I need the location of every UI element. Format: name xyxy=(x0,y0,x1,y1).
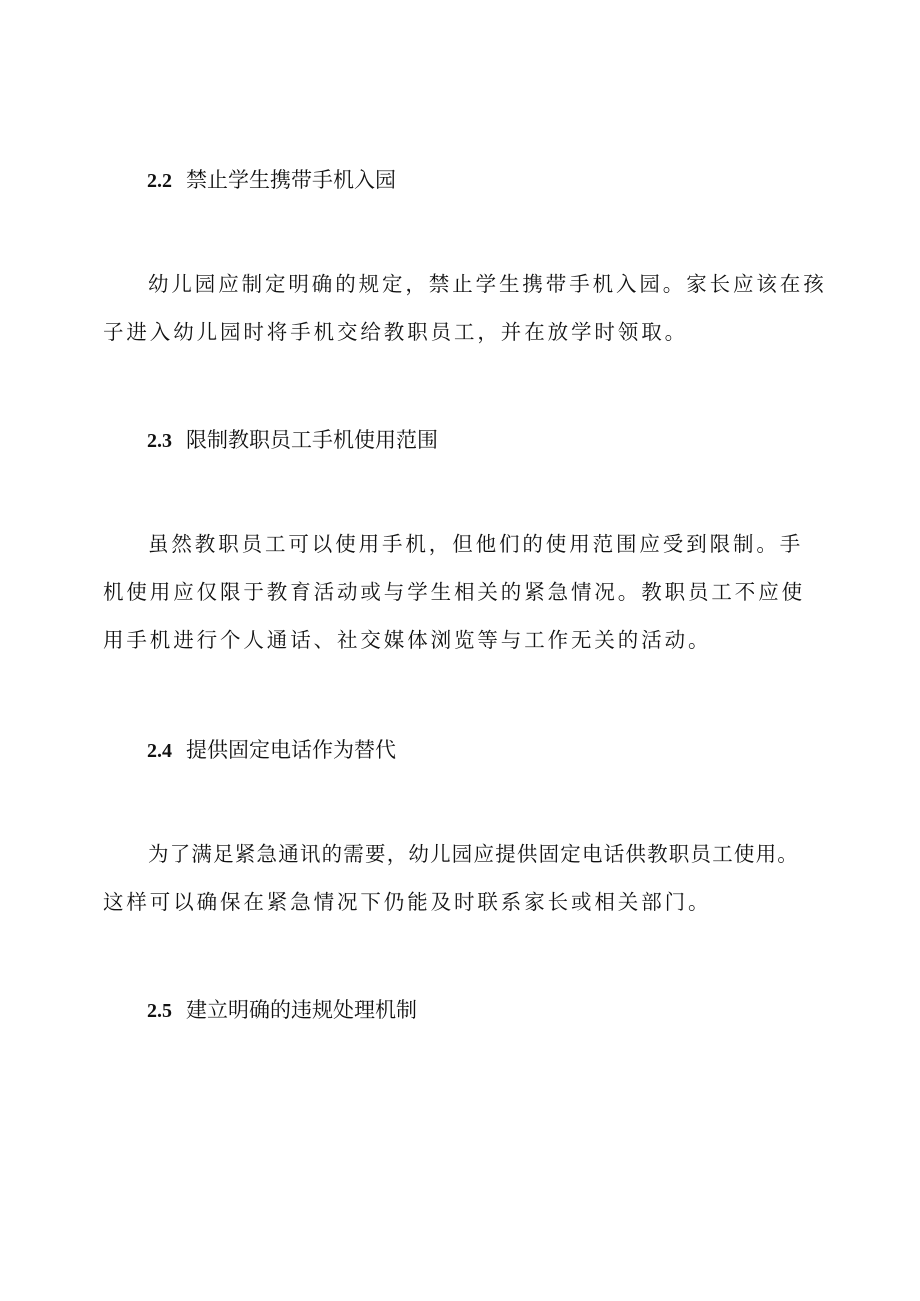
paragraph-2-2-line-1 xyxy=(148,266,827,302)
section-heading-2-2 xyxy=(147,164,396,196)
section-number: 2.5 xyxy=(147,1000,172,1022)
paragraph-2-3-line-3 xyxy=(103,622,711,658)
paragraph-2-2-line-2 xyxy=(103,314,688,350)
paragraph-2-3-line-2 xyxy=(103,574,805,610)
paragraph-line: 用手机进行个人通话、社交媒体浏览等与工作无关的活动。 xyxy=(103,628,712,652)
section-title: 限制教职员工手机使用范围 xyxy=(186,428,438,452)
section-title: 提供固定电话作为替代 xyxy=(186,738,396,762)
section-heading-2-5 xyxy=(147,994,417,1026)
paragraph-2-4-line-1 xyxy=(148,836,799,872)
paragraph-2-4-line-2 xyxy=(103,884,711,920)
paragraph-line: 为了满足紧急通讯的需要，幼儿园应提供固定电话供教职员工使用。 xyxy=(148,842,799,866)
section-number: 2.4 xyxy=(147,740,172,762)
paragraph-line: 幼儿园应制定明确的规定，禁止学生携带手机入园。家长应该在孩 xyxy=(148,272,827,296)
paragraph-line: 虽然教职员工可以使用手机，但他们的使用范围应受到限制。手 xyxy=(148,532,804,556)
section-number: 2.3 xyxy=(147,430,172,452)
section-heading-2-4 xyxy=(147,734,396,766)
paragraph-line: 这样可以确保在紧急情况下仍能及时联系家长或相关部门。 xyxy=(103,890,712,914)
paragraph-line: 机使用应仅限于教育活动或与学生相关的紧急情况。教职员工不应使 xyxy=(103,580,805,604)
paragraph-line: 子进入幼儿园时将手机交给教职员工，并在放学时领取。 xyxy=(103,320,688,344)
section-heading-2-3 xyxy=(147,424,438,456)
paragraph-2-3-line-1 xyxy=(148,526,803,562)
section-title: 禁止学生携带手机入园 xyxy=(186,168,396,192)
section-number: 2.2 xyxy=(147,170,172,192)
section-title: 建立明确的违规处理机制 xyxy=(186,998,417,1022)
